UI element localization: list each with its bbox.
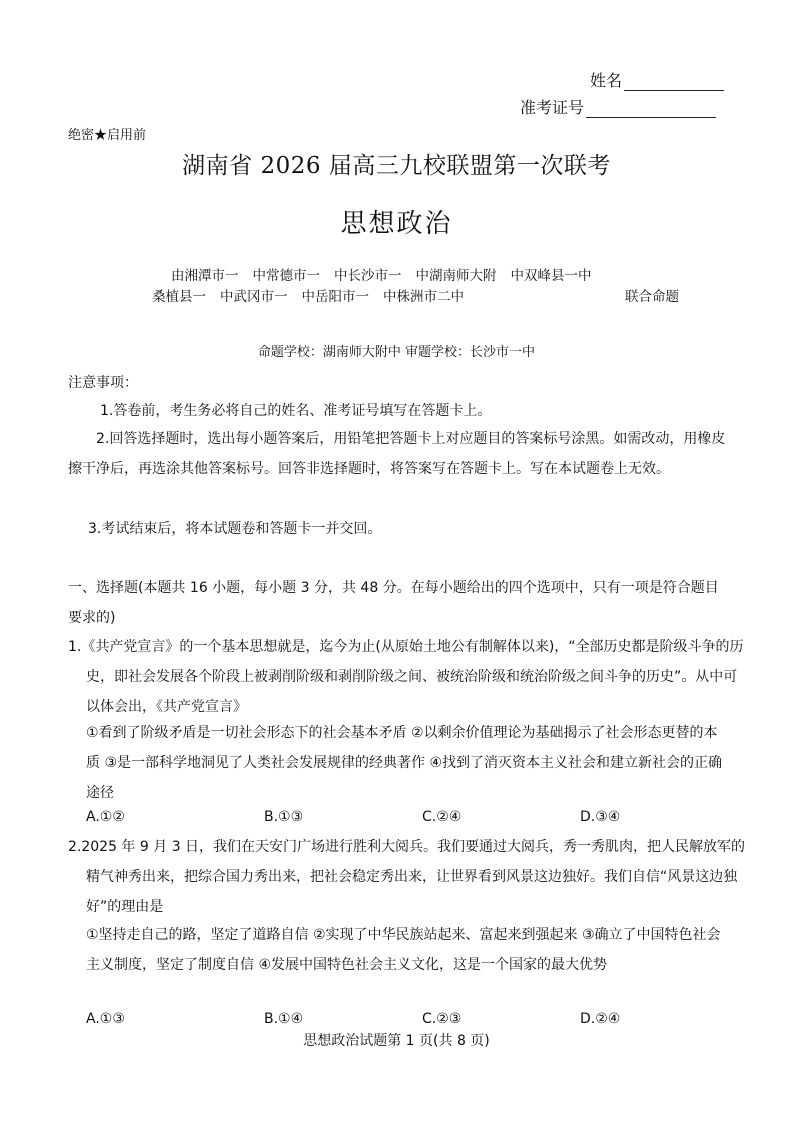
choice-d: D.②④	[580, 1011, 621, 1027]
school-item: 桑植县一	[152, 289, 206, 305]
exam-id-label: 准考证号	[520, 98, 585, 117]
question-1-stem: 1.《共产党宣言》的一个基本思想就是，迄今为止(从原始土地公有制解体以来)，“全部历史都是阶级斗争的历史，即社会发展各个阶段上被剥削阶级和剥削阶级之间、被统治阶级和统治阶级之间斗争的历史”。从中可以体会出，《共产党宣言》	[68, 639, 744, 715]
notice-item-2: 2.回答选择题时，选出每小题答案后，用铅笔把答题卡上对应题目的答案标号涂黑。如需改动，用橡皮擦干净后，再选涂其他答案标号。回答非选择题时，将答案写在答题卡上。写在本试题卷上无效。	[68, 431, 726, 477]
choice-c: C.②④	[422, 809, 462, 825]
name-label: 姓名	[590, 71, 623, 90]
question-2-stem: 2.2025 年 9 月 3 日，我们在天安门广场进行胜利大阅兵。我们要通过大阅兵，秀一秀肌肉，把人民解放军的精气神秀出来，把综合国力秀出来，把社会稳定秀出来，让世界看到风景这边独好。我们自信“风景这边独好”的理由是	[68, 839, 746, 915]
choice-a: A.①③	[86, 1011, 125, 1027]
school-item: 中武冈市一	[220, 289, 288, 305]
name-field	[590, 68, 724, 91]
exam-title: 湖南省 2026 届高三九校联盟第一次联考	[182, 153, 611, 179]
question-1-options: ①看到了阶级矛盾是一切社会形态下的社会基本矛盾 ②以剩余价值理论为基础揭示了社会形态更替的本质 ③是一部科学地洞见了人类社会发展规律的经典著作 ④找到了消灭资本主义社会和建立新社会的正确途径	[86, 725, 722, 801]
secret-mark: 绝密★启用前	[68, 128, 147, 143]
page-footer: 思想政治试题第 1 页(共 8 页)	[303, 1033, 490, 1049]
question-2-options: ①坚持走自己的路，坚定了道路自信 ②实现了中华民族站起来、富起来到强起来 ③确立了中国特色社会主义制度，坚定了制度自信 ④发展中国特色社会主义文化，这是一个国家的最大优势	[86, 927, 721, 973]
school-item: 由湘潭市一	[171, 268, 239, 284]
school-item: 中湖南师大附	[415, 268, 497, 284]
choice-b: B.①④	[264, 1011, 304, 1027]
school-item: 中双峰县一中	[510, 268, 592, 284]
choice-b: B.①③	[264, 809, 304, 825]
notice-item-1: 1.答卷前，考生务必将自己的姓名、准考证号填写在答题卡上。	[100, 403, 492, 419]
schools-line-1	[171, 264, 606, 284]
notice-item-3: 3.考试结束后，将本试题卷和答题卡一并交回。	[88, 521, 382, 537]
name-blank-line	[624, 74, 724, 91]
choice-c: C.②③	[422, 1011, 462, 1027]
choice-d: D.③④	[580, 809, 621, 825]
exam-id-blank-line	[586, 101, 716, 118]
schools-line-2	[152, 285, 478, 305]
proposer-line: 命题学校：湖南师大附中 审题学校：长沙市一中	[257, 345, 536, 360]
school-item: 中长沙市一	[334, 268, 402, 284]
school-item: 中岳阳市一	[301, 289, 369, 305]
school-item: 中常德市一	[252, 268, 320, 284]
section-heading: 一、选择题(本题共 16 小题，每小题 3 分，共 48 分。在每小题给出的四个选项中，只有一项是符合题目要求的)	[68, 580, 719, 626]
school-item: 中株洲市二中	[383, 289, 464, 305]
subject-title: 思想政治	[340, 209, 453, 239]
notice-title: 注意事项：	[68, 375, 138, 391]
joint-label: 联合命题	[625, 289, 679, 305]
choice-a: A.①②	[86, 809, 125, 825]
exam-id-field	[520, 95, 716, 118]
